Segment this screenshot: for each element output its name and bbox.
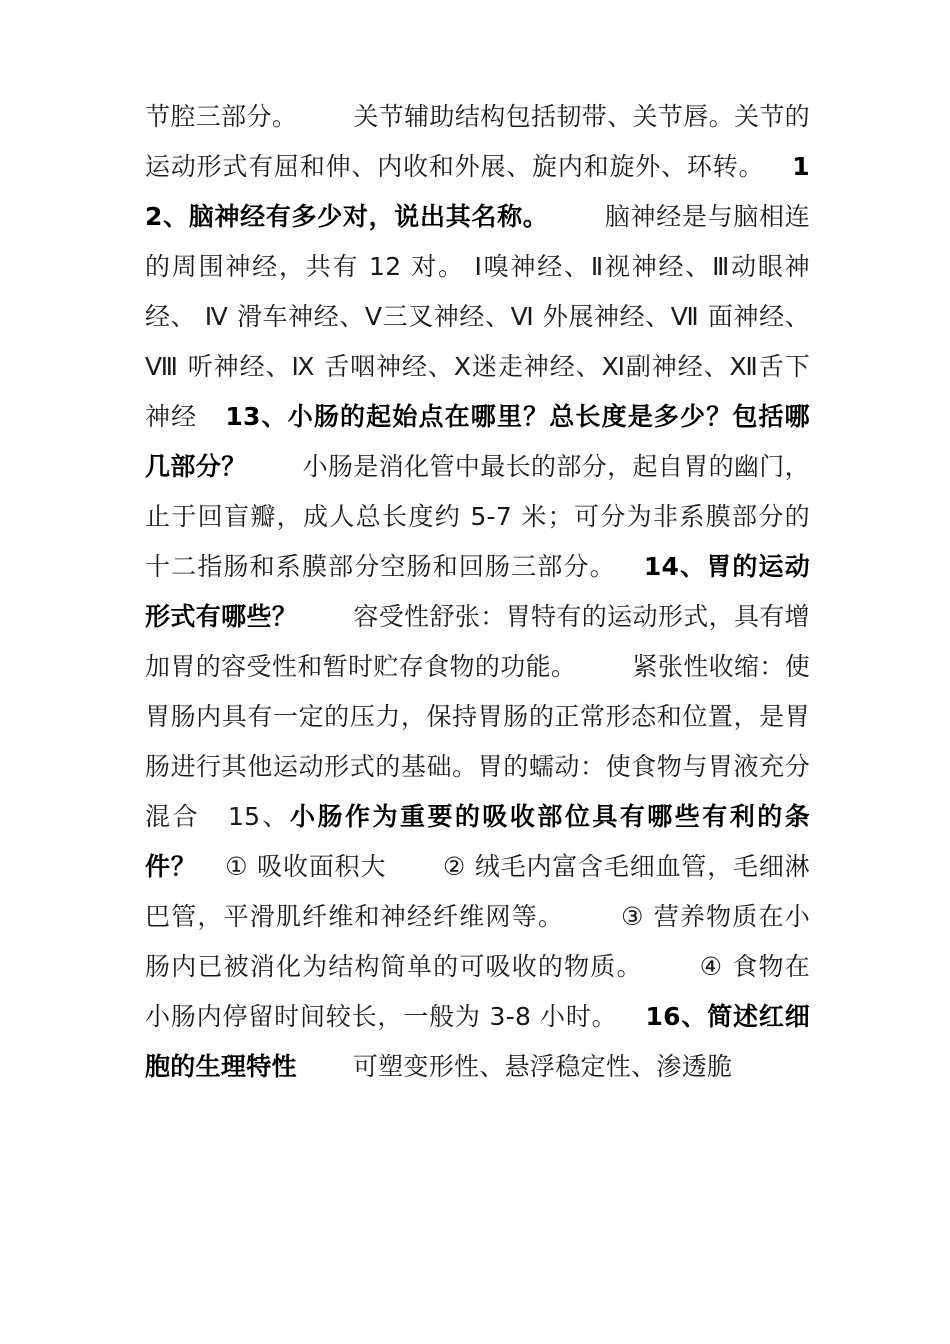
question-heading: 16、简述红细胞的生理特性	[145, 1002, 811, 1081]
text-segment: 15、	[227, 802, 291, 831]
text-segment: ② 绒毛内富含毛细血管，毛细淋巴管，平滑肌纤维和神经纤维网等。	[145, 852, 810, 931]
question-heading: 14、胃的运动形式有哪些？	[145, 552, 811, 631]
text-segment: 关节辅助结构包括韧带、关节唇。关节的运动形式有屈和伸、内收和外展、旋内和旋外、环转。	[145, 102, 810, 181]
text-segment: ④ 食物在小肠内停留时间较长，一般为 3-8 小时。	[145, 952, 811, 1031]
question-heading: 12、脑神经有多少对，说出其名称。	[145, 152, 810, 231]
text-segment: 容受性舒张：胃特有的运动形式，具有增加胃的容受性和暂时贮存食物的功能。	[145, 602, 810, 681]
text-segment: ① 吸收面积大	[224, 852, 387, 881]
text-segment: 紧张性收缩：使胃肠内具有一定的压力，保持胃肠的正常形态和位置，是胃肠进行其他运动形式的基础。	[145, 652, 810, 781]
text-segment: 节腔三部分。	[145, 102, 298, 131]
text-segment: 胃的蠕动：使食物与胃液充分混合	[145, 752, 810, 831]
text-segment: ③ 营养物质在小肠内已被消化为结构简单的可吸收的物质。	[145, 902, 810, 981]
text-segment: 可塑变形性、悬浮稳定性、渗透脆	[352, 1052, 733, 1081]
question-heading: 13、小肠的起始点在哪里？总长度是多少？包括哪几部分？	[145, 402, 810, 481]
text-segment: 脑神经是与脑相连的周围神经，共有 12 对。 Ⅰ嗅神经、Ⅱ视神经、Ⅲ动眼神经、 Ⅳ 滑车神经、Ⅴ三叉神经、Ⅵ 外展神经、Ⅶ 面神经、Ⅷ 听神经、Ⅸ 舌咽神经、Ⅹ迷走神经、Ⅺ副神经、Ⅻ舌下神经	[145, 202, 810, 431]
body-text	[145, 92, 810, 1092]
text-segment: 小肠是消化管中最长的部分，起自胃的幽门，止于回盲瓣，成人总长度约 5-7 米；可分为非系膜部分的十二指肠和系膜部分空肠和回肠三部分。	[145, 452, 810, 581]
question-heading: 小肠作为重要的吸收部位具有哪些有利的条件？	[145, 802, 810, 881]
